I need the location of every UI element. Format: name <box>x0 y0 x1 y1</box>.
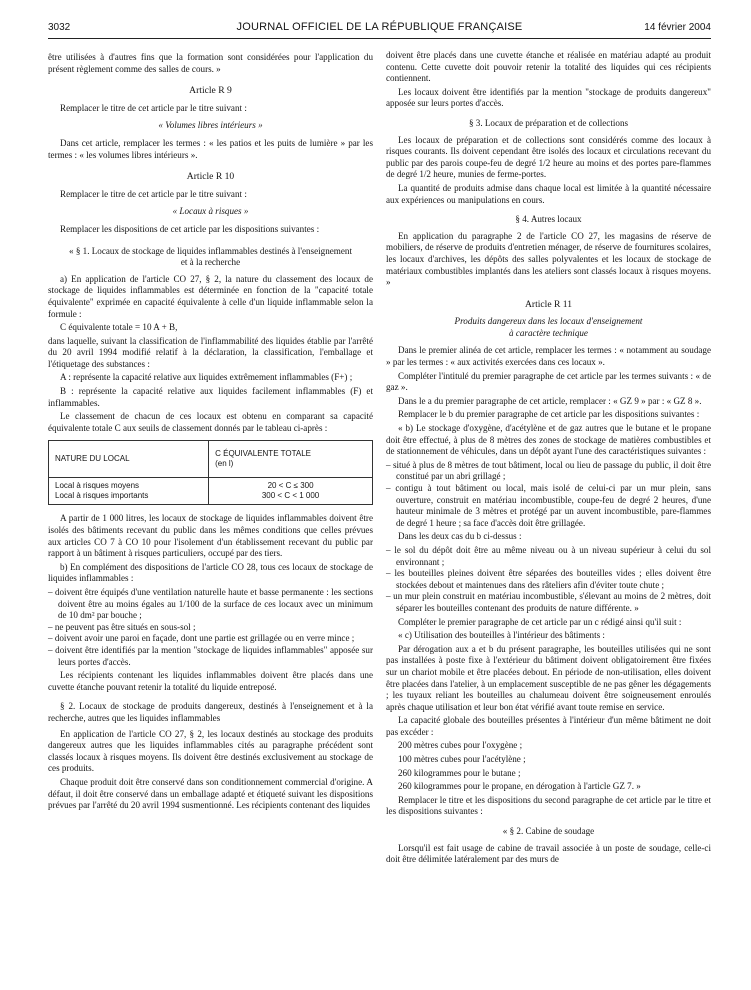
section-heading: § 2. Locaux de stockage de produits dangereux, destinés à l'enseignement et à la recherche, autres que les liquides inflammables <box>48 701 373 723</box>
paragraph: La quantité de produits admise dans chaque local est limitée à la quantité nécessaire aux expériences ou manipulations en cours. <box>386 182 711 205</box>
quantity-line: 260 kilogrammes pour le propane, en dérogation à l'article GZ 7. » <box>398 781 641 792</box>
publication-date: 14 février 2004 <box>644 22 711 33</box>
page-header <box>48 20 711 38</box>
paragraph: Les locaux doivent être identifiés par la mention "stockage de produits dangereux" apposée sur leurs portes d'accès. <box>386 86 711 109</box>
paragraph: Par dérogation aux a et b du présent paragraphe, les bouteilles utilisées qui ne sont pas installées à poste fixe à l'extérieur du bâtiment doivent obligatoirement être fixées sur un chariot mobile et être placées debout. En période de non-utilisation, elles doivent être placées dans l'atelier, à un emplacement susceptible de ne pas gêner les dégagements ; les tuyaux reliant les bouteilles au chalumeau doivent être soigneusement enroulés après chaque utilisation et leur bon état vérifié avant toute remise en service. <box>386 643 711 712</box>
table-row <box>49 478 373 505</box>
depot-characteristics-list <box>386 460 711 530</box>
paragraph: A partir de 1 000 litres, les locaux de stockage de liquides inflammables doivent être isolés des bâtiments recevant du public dans les mêmes conditions que celles prévues aux articles CO 7 à CO 10 pour l'isolement d'un établissement recevant du public par rapport à un bâtiment à risques particuliers, occupé par des tiers. <box>48 513 373 559</box>
paragraph: Remplacer le titre et les dispositions du second paragraphe de cet article par le titre et les dispositions suivantes : <box>386 794 711 817</box>
section-heading: « § 1. Locaux de stockage de liquides inflammables destinés à l'enseignement et à la recherche <box>69 245 352 268</box>
list-item: – doivent être identifiés par la mention "stockage de liquides inflammables" apposée sur leurs portes d'accès. <box>48 644 373 667</box>
left-column <box>48 52 373 814</box>
table-header-cell: NATURE DU LOCAL <box>49 441 209 478</box>
paragraph: Remplacer le titre de cet article par le titre suivant : <box>60 102 247 113</box>
quantity-line: 260 kilogrammes pour le butane ; <box>398 767 521 778</box>
paragraph: « c) Utilisation des bouteilles à l'intérieur des bâtiments : <box>398 630 605 641</box>
paragraph: Les locaux de préparation et de collections sont considérés comme des locaux à risques courants. Ils doivent cependant être isolés des locaux et circulations recevant du public par des parois coupe-feu de degré 1/2 heure au moins et des portes pare-flammes de degré 1/2 heure, munies de ferme-portes. <box>386 134 711 180</box>
paragraph: Les récipients contenant les liquides inflammables doivent être placés dans une cuvette étanche pouvant retenir la totalité du liquide entreposé. <box>48 670 373 692</box>
paragraph: Dans le a du premier paragraphe de cet article, remplacer : « GZ 9 » par : « GZ 8 ». <box>398 395 702 406</box>
article-heading: Article R 11 <box>524 298 573 310</box>
section-heading: « § 2. Cabine de soudage <box>502 826 595 837</box>
classification-table <box>48 440 373 505</box>
right-column <box>386 50 711 868</box>
paragraph: être utilisées à d'autres fins que la formation sont considérées pour l'application du présent règlement comme des salles de cours. » <box>48 52 373 74</box>
paragraph: Dans cet article, remplacer les termes : « les patios et les puits de lumière » par les termes : « les volumes libres intérieurs ». <box>48 137 373 160</box>
article-heading: Article R 10 <box>186 171 235 183</box>
list-item: – le sol du dépôt doit être au même niveau ou à un niveau supérieur à celui du sol environnant ; <box>386 544 711 567</box>
journal-title: JOURNAL OFFICIEL DE LA RÉPUBLIQUE FRANÇAISE <box>236 21 523 33</box>
article-heading: Article R 9 <box>189 85 232 97</box>
paragraph: a) En application de l'article CO 27, § 2, la nature du classement des locaux de stockage de liquides inflammables est déterminée en fonction de la "capacité totale équivalente" exprimée en capacité équivalente à celle d'un liquide inflammable selon la formule : <box>48 273 373 319</box>
list-item: – situé à plus de 8 mètres de tout bâtiment, local ou lieu de passage du public, il doit être constitué par un abri grillagé ; <box>386 459 711 482</box>
paragraph: Compléter le premier paragraphe de cet article par un c rédigé ainsi qu'il suit : <box>398 616 682 627</box>
article-new-title: « Locaux à risques » <box>172 206 249 217</box>
paragraph: Remplacer le b du premier paragraphe de cet article par les dispositions suivantes : <box>398 409 700 420</box>
paragraph: Remplacer le titre de cet article par le titre suivant : <box>60 188 247 199</box>
paragraph: Dans les deux cas du b ci-dessus : <box>398 531 522 542</box>
list-item: – doivent avoir une paroi en façade, dont une partie est grillagée ou en verre mince ; <box>48 633 355 644</box>
list-item: – les bouteilles pleines doivent être séparées des bouteilles vides ; elles doivent être stockées debout et maintenues dans des râteliers afin d'éviter toute chute ; <box>386 568 711 590</box>
section-heading: § 4. Autres locaux <box>515 214 582 225</box>
paragraph: doivent être placés dans une cuvette étanche et réalisée en matériau adapté au produit contenu. Cette cuvette doit pouvoir retenir la totalité des liquides qui ces récipients contiennent. <box>386 50 711 84</box>
paragraph: En application de l'article CO 27, § 2, les locaux destinés au stockage des produits dangereux autres que les liquides inflammables cités au paragraphe précédent sont classés locaux à risques moyens. Ils doivent être destinés exclusivement au stockage de ces produits. <box>48 728 373 774</box>
paragraph: Lorsqu'il est fait usage de cabine de travail associée à un poste de soudage, celle-ci doit être délimitée latéralement par des murs de <box>386 842 711 865</box>
requirements-list <box>48 587 373 668</box>
paragraph: La capacité globale des bouteilles présentes à l'intérieur d'un même bâtiment ne doit pas excéder : <box>386 715 711 737</box>
paragraph: Le classement de chacun de ces locaux est obtenu en comparant sa capacité équivalente totale C aux seuils de classement donnés par le tableau ci-après : <box>48 411 373 433</box>
paragraph: dans laquelle, suivant la classification de l'inflammabilité des liquides établie par l'arrêté du 20 avril 1994 modifié relatif à la déclaration, la classification, l'emballage et l'étiquetage des substances : <box>48 335 373 369</box>
paragraph: Dans le premier alinéa de cet article, remplacer les termes : « notamment au soudage » par les termes : « aux activités exercées dans ces locaux ». <box>386 345 711 368</box>
table-cell: 20 < C ≤ 300 300 < C < 1 000 <box>209 478 373 505</box>
list-item: – doivent être équipés d'une ventilation naturelle haute et basse permanente : les sections doivent être au moins égales au 1/100 de la surface de ces locaux avec un minimum de 10 dm² par bouche ; <box>48 587 373 621</box>
depot-rules-list <box>386 545 711 615</box>
quantity-line: 200 mètres cubes pour l'oxygène ; <box>398 740 523 751</box>
quantity-line: 100 mètres cubes pour l'acétylène ; <box>398 754 526 765</box>
table-header-cell: C ÉQUIVALENTE TOTALE (en l) <box>209 441 373 478</box>
paragraph: Chaque produit doit être conservé dans son conditionnement commercial d'origine. A défaut, il doit être conservé dans un emballage adapté et étiqueté suivant les dispositions prévues par l'arrêté du 20 avril 1994 susmentionné. Les récipients contenant des liquides <box>48 776 373 811</box>
table-cell: Local à risques moyens Local à risques importants <box>49 478 209 505</box>
table-header-row <box>49 441 373 478</box>
paragraph: Remplacer les dispositions de cet article par les dispositions suivantes : <box>60 223 320 234</box>
article-subtitle: Produits dangereux dans les locaux d'enseignement à caractère technique <box>454 316 643 338</box>
list-item: – un mur plein construit en matériau incombustible, s'élevant au moins de 2 mètres, doit séparer les bouteilles contenant des produits de nature différente. » <box>386 591 711 613</box>
article-new-title: « Volumes libres intérieurs » <box>158 120 263 131</box>
list-item: – contigu à tout bâtiment ou local, mais isolé de celui-ci par un mur plein, sans ouverture, construit en matériau incombustible, coupe-feu de degré 2 heures, d'une hauteur minimale de 3 mètres et protégé par un auvent incombustible, pare-flammes de degré 1 heure ; sa face d'accès doit être grillagée. <box>386 483 711 528</box>
paragraph: A : représente la capacité relative aux liquides extrêmement inflammables (F+) ; <box>60 372 353 383</box>
paragraph: « b) Le stockage d'oxygène, d'acétylène et de gaz autres que le butane et le propane doit être effectué, à plus de 8 mètres des zones de stockage de matières combustibles et de stationnement de véhicules, dans un dépôt ayant l'une des caractéristiques suivantes : <box>386 423 711 457</box>
header-rule <box>48 38 711 39</box>
paragraph: Compléter l'intitulé du premier paragraphe de cet article par les termes suivants : « de gaz ». <box>386 370 711 393</box>
page-number: 3032 <box>48 22 71 33</box>
list-item: – ne peuvent pas être situés en sous-sol ; <box>48 621 196 632</box>
formula: C équivalente totale = 10 A + B, <box>60 322 178 333</box>
paragraph: b) En complément des dispositions de l'article CO 28, tous ces locaux de stockage de liquides inflammables : <box>48 561 373 584</box>
paragraph: En application du paragraphe 2 de l'article CO 27, les magasins de réserve de mobiliers, de réserve de produits d'entretien ménager, de réserve de fournitures scolaires, les locaux d'archives, les dépôts des salles polyvalentes et les locaux de stockage de matériaux combustibles implantés dans les ateliers sont classés locaux à risques moyens. » <box>386 230 711 288</box>
section-heading: § 3. Locaux de préparation et de collections <box>468 117 629 128</box>
paragraph: B : représente la capacité relative aux liquides facilement inflammables (F) et inflammables. <box>48 386 373 408</box>
